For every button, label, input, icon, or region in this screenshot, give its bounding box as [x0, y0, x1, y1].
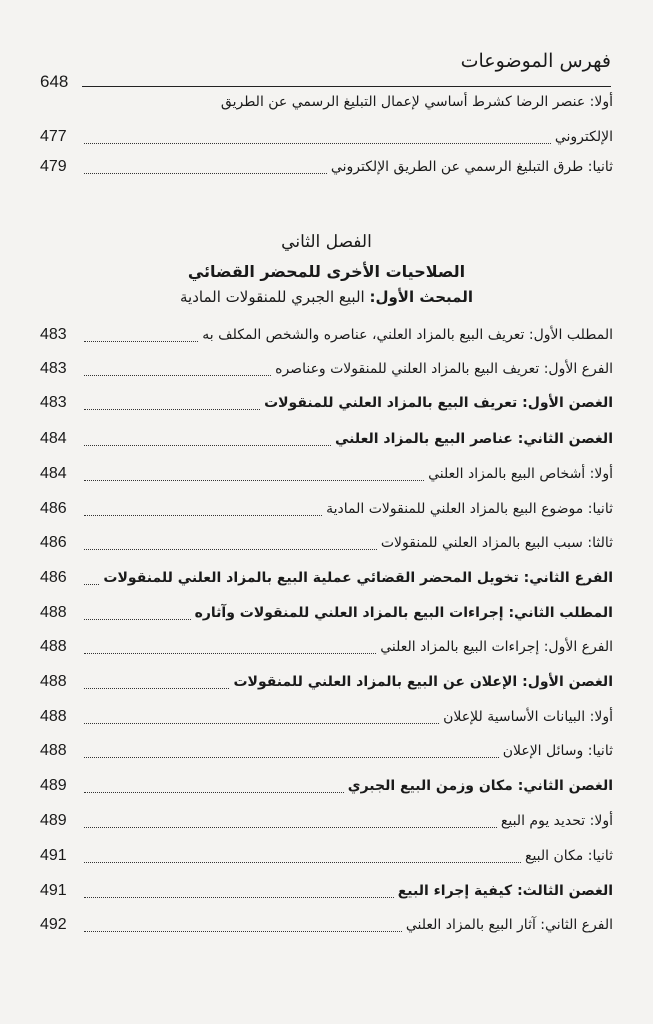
toc-page-number: 488	[40, 604, 67, 621]
header-rule	[82, 86, 611, 87]
leader-dots	[84, 572, 99, 585]
toc-entry	[40, 912, 613, 938]
toc-entry	[40, 154, 613, 180]
leader-dots	[84, 503, 322, 516]
toc-entry	[40, 773, 613, 799]
toc-page-number: 479	[40, 158, 67, 175]
toc-entry-text: الغصن الثاني: عناصر البيع بالمزاد العلني	[335, 431, 613, 447]
toc-page-number: 488	[40, 673, 67, 690]
toc-entry	[40, 808, 613, 834]
leader-dots	[84, 161, 327, 174]
toc-entry	[40, 461, 613, 487]
toc-entry-text: الفرع الثاني: تخويل المحضر القضائي عملية البيع بالمزاد العلني للمنقولات	[103, 570, 613, 586]
toc-page-number: 492	[40, 916, 67, 933]
toc-page-number: 483	[40, 326, 67, 343]
toc-entry-text: أولا: أشخاص البيع بالمزاد العلني	[428, 466, 613, 482]
section-text: البيع الجبري للمنقولات المادية	[180, 288, 365, 306]
toc-page-number: 483	[40, 394, 67, 411]
toc-entry-text: المطلب الثاني: إجراءات البيع بالمزاد العلني للمنقولات وآثاره	[194, 605, 613, 621]
toc-entry-text: ثانيا: طرق التبليغ الرسمي عن الطريق الإلكتروني	[330, 159, 613, 175]
leader-dots	[84, 468, 424, 481]
page-number: 648	[40, 72, 69, 91]
toc-entry-text: الفرع الثاني: آثار البيع بالمزاد العلني	[405, 917, 613, 933]
toc-entry	[40, 390, 613, 416]
toc-entry	[40, 530, 613, 556]
toc-page-number: 484	[40, 430, 67, 447]
leader-dots	[84, 919, 402, 932]
chapter-label: الفصل الثاني	[281, 232, 372, 252]
toc-page-number: 491	[40, 882, 67, 899]
leader-dots	[84, 641, 376, 654]
section-prefix: المبحث الأول:	[369, 288, 473, 306]
running-header-title: فهرس الموضوعات	[460, 50, 611, 72]
toc-entry-text: الفرع الأول: تعريف البيع بالمزاد العلني للمنقولات وعناصره	[275, 361, 613, 377]
leader-dots	[84, 433, 331, 446]
toc-entry-text: الغصن الثالث: كيفية إجراء البيع	[397, 883, 613, 899]
leader-dots	[84, 537, 377, 550]
leader-dots	[84, 711, 439, 724]
toc-entry	[40, 738, 613, 764]
toc-page-number: 489	[40, 777, 67, 794]
leader-dots	[84, 397, 260, 410]
toc-entry-text: أولا: البيانات الأساسية للإعلان	[443, 709, 613, 725]
toc-page-number: 488	[40, 708, 67, 725]
toc-entry	[40, 669, 613, 695]
toc-entry-text: الغصن الأول: تعريف البيع بالمزاد العلني للمنقولات	[264, 395, 613, 411]
leader-dots	[84, 885, 394, 898]
leader-dots	[84, 363, 271, 376]
toc-entry-text: ثانيا: مكان البيع	[525, 848, 613, 864]
toc-entry-text: ثانيا: وسائل الإعلان	[502, 743, 613, 759]
toc-entry	[40, 600, 613, 626]
section-title	[40, 288, 613, 306]
toc-page-number: 483	[40, 360, 67, 377]
toc-entry	[40, 426, 613, 452]
toc-page-number: 488	[40, 638, 67, 655]
toc-page-number: 488	[40, 742, 67, 759]
leader-dots	[84, 780, 344, 793]
toc-entry-text: الغصن الثاني: مكان وزمن البيع الجبري	[347, 778, 613, 794]
toc-entry	[40, 704, 613, 730]
leader-dots	[84, 815, 497, 828]
toc-entry	[40, 843, 613, 869]
toc-page-number: 477	[40, 128, 67, 145]
leader-dots	[84, 850, 521, 863]
toc-entry-text: الإلكتروني	[554, 129, 613, 145]
chapter-title: الصلاحيات الأخرى للمحضر القضائي	[187, 262, 466, 281]
toc-entry	[40, 878, 613, 904]
toc-entry	[40, 124, 613, 150]
toc-page-number: 486	[40, 569, 67, 586]
toc-entry	[40, 322, 613, 348]
leader-dots	[84, 607, 191, 620]
toc-page-number: 484	[40, 465, 67, 482]
toc-entry-text: الغصن الأول: الإعلان عن البيع بالمزاد العلني للمنقولات	[233, 674, 613, 690]
toc-page-number: 486	[40, 500, 67, 517]
toc-entry-text: أولا: تحديد يوم البيع	[500, 813, 613, 829]
toc-entry	[40, 356, 613, 382]
toc-entry	[40, 634, 613, 660]
leader-dots	[84, 329, 198, 342]
leader-dots	[84, 745, 499, 758]
toc-entry	[40, 496, 613, 522]
toc-entry	[40, 565, 613, 591]
toc-page-number: 486	[40, 534, 67, 551]
leader-dots	[84, 131, 551, 144]
toc-entry-text: ثالثا: سبب البيع بالمزاد العلني للمنقولات	[380, 535, 613, 551]
toc-page-number: 489	[40, 812, 67, 829]
toc-entry-text: ثانيا: موضوع البيع بالمزاد العلني للمنقولات المادية	[326, 501, 613, 517]
toc-page-number: 491	[40, 847, 67, 864]
toc-entry-text: المطلب الأول: تعريف البيع بالمزاد العلني، عناصره والشخص المكلف به	[202, 327, 613, 343]
leader-dots	[84, 676, 229, 689]
toc-entry-text: الفرع الأول: إجراءات البيع بالمزاد العلني	[380, 639, 613, 655]
toc-entry-text: أولا: عنصر الرضا كشرط أساسي لإعمال التبليغ الرسمي عن الطريق	[220, 94, 613, 110]
